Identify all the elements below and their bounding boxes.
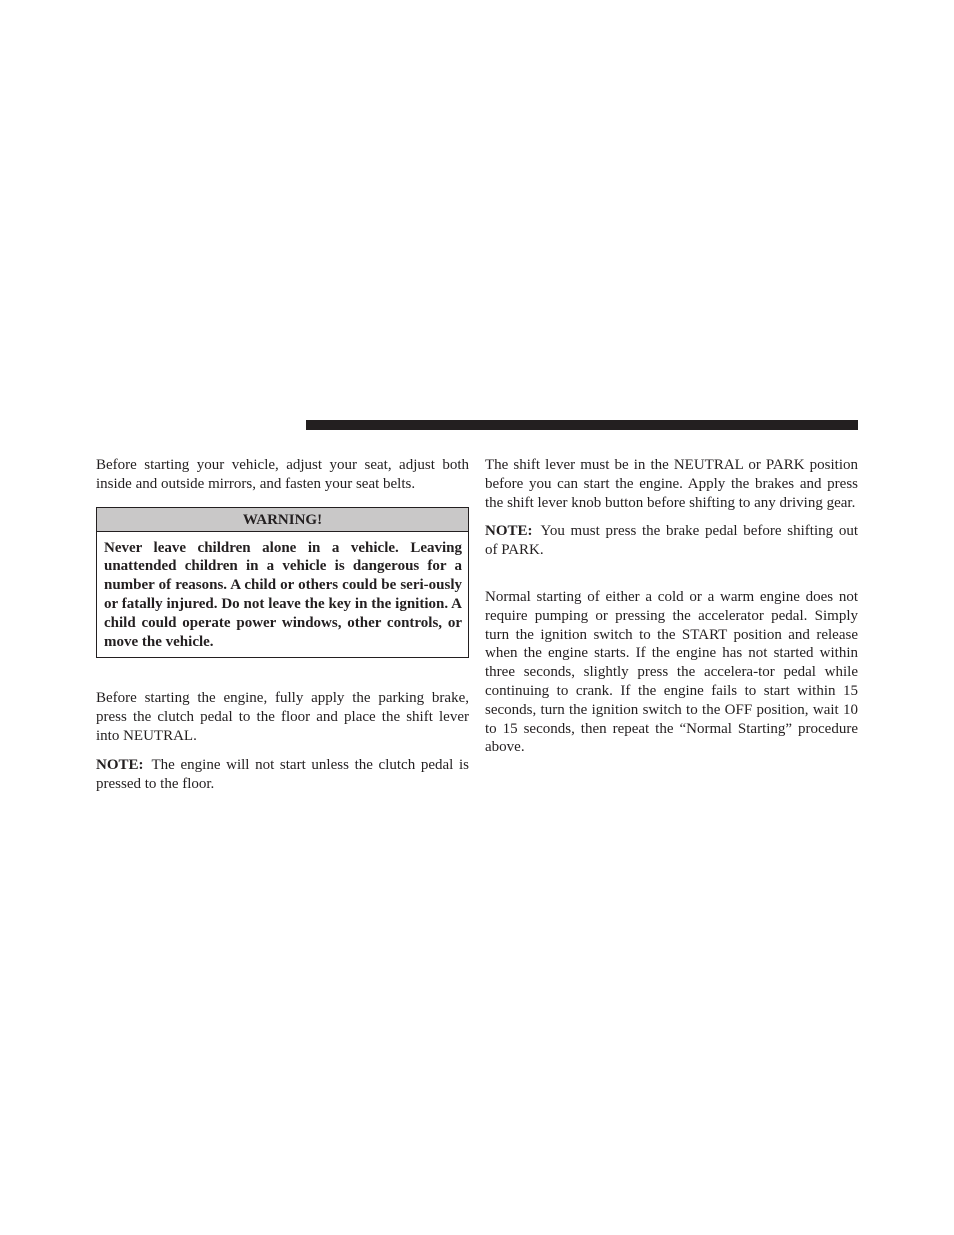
section-header-rule: [306, 420, 858, 430]
automatic-transmission-note: [485, 522, 858, 560]
intro-paragraph: Before starting your vehicle, adjust your seat, adjust both inside and outside mirrors, and fasten your seat belts.: [96, 457, 469, 492]
note-label: NOTE:: [96, 756, 144, 773]
warning-body: Never leave children alone in a vehicle. Leaving unattended children in a vehicle is dangerous for a number of reasons. A child or others could be seri-ously or fatally injured. Do not leave the key in the ignition. A child could operate power windows, other controls, or move the vehicle.: [104, 539, 462, 650]
warning-title: WARNING!: [97, 508, 468, 532]
normal-starting-paragraph: Normal starting of either a cold or a warm engine does not require pumping or pressing the accelerator pedal. Simply turn the ignition switch to the START position and release when the engine starts. If the engine has not started within three seconds, slightly press the accelera-tor pedal while continuing to crank. If the engine fails to start within 15 seconds, turn the ignition switch to the OFF position, wait 10 to 15 seconds, then repeat the “Normal Starting” procedure above.: [485, 588, 858, 756]
warning-box: [96, 507, 469, 659]
left-column: [96, 456, 469, 793]
note-label: NOTE:: [485, 523, 533, 540]
note-text: You must press the brake pedal before shifting out of PARK.: [485, 523, 858, 559]
note-text: The engine will not start unless the clutch pedal is pressed to the floor.: [96, 756, 469, 792]
manual-transmission-note: [96, 756, 469, 794]
manual-transmission-paragraph: Before starting the engine, fully apply the parking brake, press the clutch pedal to the floor and place the shift lever into NEUTRAL.: [96, 690, 469, 744]
right-column: [485, 456, 858, 757]
automatic-transmission-paragraph: The shift lever must be in the NEUTRAL or PARK position before you can start the engine. Apply the brakes and press the shift lever knob button before shifting to any driving gear.: [485, 457, 858, 511]
